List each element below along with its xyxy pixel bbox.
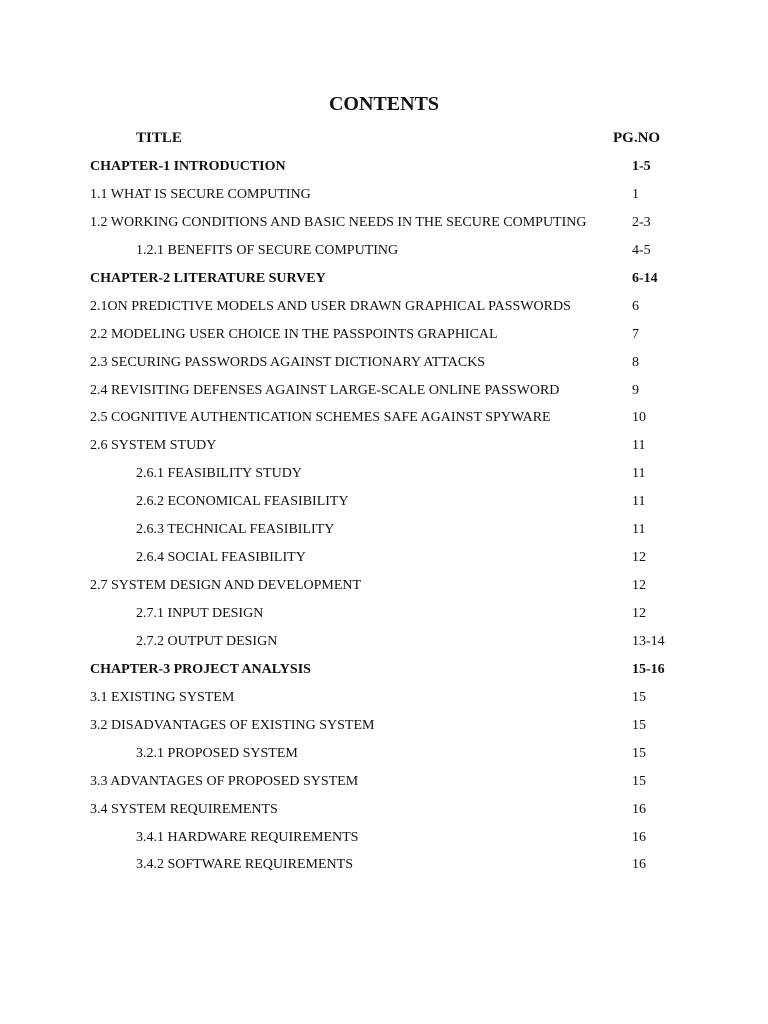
toc-entry-title: 3.4 SYSTEM REQUIREMENTS [90, 801, 278, 817]
toc-entry-page-number: 8 [632, 354, 639, 370]
toc-section-row [0, 684, 768, 712]
toc-entry-title: CHAPTER-2 LITERATURE SURVEY [90, 270, 326, 286]
toc-entry-page-number: 15 [632, 745, 646, 761]
toc-entry-title: CHAPTER-3 PROJECT ANALYSIS [90, 661, 311, 677]
toc-section-row [0, 181, 768, 209]
toc-entry-title: 2.6 SYSTEM STUDY [90, 438, 217, 454]
toc-entry-page-number: 10 [632, 410, 646, 426]
toc-entry-title: 1.2 WORKING CONDITIONS AND BASIC NEEDS IN THE SECURE COMPUTING [90, 214, 587, 230]
toc-entry-page-number: 13-14 [632, 633, 665, 649]
toc-subsection-row [0, 488, 768, 516]
toc-header-row [0, 126, 768, 150]
toc-section-row [0, 209, 768, 237]
toc-entry-title: 2.7 SYSTEM DESIGN AND DEVELOPMENT [90, 578, 362, 594]
toc-entry-title: 2.7.1 INPUT DESIGN [136, 606, 264, 621]
toc-entry-page-number: 6 [632, 298, 639, 314]
toc-entry-page-number: 16 [632, 829, 646, 845]
toc-entry-title: 3.4.1 HARDWARE REQUIREMENTS [136, 829, 359, 845]
toc-entry-title: 3.3 ADVANTAGES OF PROPOSED SYSTEM [90, 773, 359, 789]
toc-entry-title: 2.1ON PREDICTIVE MODELS AND USER DRAWN GRAPHICAL PASSWORDS [90, 298, 571, 314]
contents-heading: CONTENTS [328, 93, 440, 115]
toc-entry-page-number: 2-3 [632, 214, 651, 230]
toc-entry-title: 1.1 WHAT IS SECURE COMPUTING [90, 186, 311, 202]
toc-entry-title: 3.4.2 SOFTWARE REQUIREMENTS [136, 857, 354, 873]
toc-entry-page-number: 11 [632, 438, 646, 454]
toc-subsection-row [0, 824, 768, 852]
toc-section-row [0, 349, 768, 377]
toc-entry-page-number: 15 [632, 717, 646, 733]
toc-section-row [0, 572, 768, 600]
toc-entry-title: CHAPTER-1 INTRODUCTION [90, 159, 286, 174]
toc-subsection-row [0, 851, 768, 879]
toc-entry-title: 2.5 COGNITIVE AUTHENTICATION SCHEMES SAFE AGAINST SPYWARE [90, 410, 551, 426]
toc-subsection-row [0, 460, 768, 488]
toc-entry-page-number: 1 [632, 186, 639, 202]
toc-subsection-row [0, 600, 768, 628]
toc-entry-title: 2.3 SECURING PASSWORDS AGAINST DICTIONARY ATTACKS [90, 354, 486, 370]
toc-subsection-row [0, 544, 768, 572]
toc-entry-title: 3.2.1 PROPOSED SYSTEM [136, 745, 298, 761]
toc-entry-page-number: 12 [632, 578, 646, 594]
toc-chapter-row [0, 153, 768, 181]
toc-page-column-header: PG.NO [613, 130, 661, 146]
toc-entry-page-number: 4-5 [632, 242, 651, 258]
toc-chapter-row [0, 656, 768, 684]
toc-entry-title: 2.6.3 TECHNICAL FEASIBILITY [136, 522, 335, 538]
toc-entry-title: 2.4 REVISITING DEFENSES AGAINST LARGE-SCALE ONLINE PASSWORD [90, 382, 560, 398]
toc-list [0, 153, 768, 879]
toc-entry-page-number: 11 [632, 494, 646, 510]
toc-entry-page-number: 12 [632, 606, 646, 621]
toc-section-row [0, 768, 768, 796]
toc-entry-title: 3.2 DISADVANTAGES OF EXISTING SYSTEM [90, 717, 375, 733]
toc-entry-page-number: 16 [632, 857, 646, 873]
toc-section-row [0, 404, 768, 432]
toc-chapter-row [0, 265, 768, 293]
toc-entry-title: 2.6.1 FEASIBILITY STUDY [136, 466, 302, 482]
toc-entry-page-number: 12 [632, 550, 646, 566]
toc-entry-page-number: 11 [632, 522, 646, 538]
toc-entry-page-number: 15 [632, 773, 646, 789]
toc-entry-page-number: 16 [632, 801, 646, 817]
toc-entry-page-number: 7 [632, 326, 639, 342]
toc-entry-title: 3.1 EXISTING SYSTEM [90, 689, 235, 705]
toc-entry-page-number: 9 [632, 382, 639, 398]
toc-entry-page-number: 15-16 [632, 661, 665, 677]
toc-entry-title: 2.6.4 SOCIAL FEASIBILITY [136, 550, 306, 566]
toc-subsection-row [0, 628, 768, 656]
toc-title-column-header: TITLE [136, 130, 182, 146]
toc-entry-page-number: 11 [632, 466, 646, 482]
toc-entry-page-number: 15 [632, 689, 646, 705]
toc-entry-title: 2.7.2 OUTPUT DESIGN [136, 633, 278, 649]
toc-section-row [0, 377, 768, 405]
toc-entry-title: 2.2 MODELING USER CHOICE IN THE PASSPOINTS GRAPHICAL [90, 326, 498, 342]
toc-section-row [0, 293, 768, 321]
toc-entry-title: 2.6.2 ECONOMICAL FEASIBILITY [136, 494, 349, 510]
toc-section-row [0, 321, 768, 349]
toc-section-row [0, 432, 768, 460]
toc-subsection-row [0, 516, 768, 544]
toc-subsection-row [0, 740, 768, 768]
toc-entry-page-number: 6-14 [632, 270, 658, 286]
toc-section-row [0, 712, 768, 740]
toc-section-row [0, 796, 768, 824]
toc-entry-title: 1.2.1 BENEFITS OF SECURE COMPUTING [136, 242, 399, 258]
toc-subsection-row [0, 237, 768, 265]
toc-entry-page-number: 1-5 [632, 159, 651, 174]
